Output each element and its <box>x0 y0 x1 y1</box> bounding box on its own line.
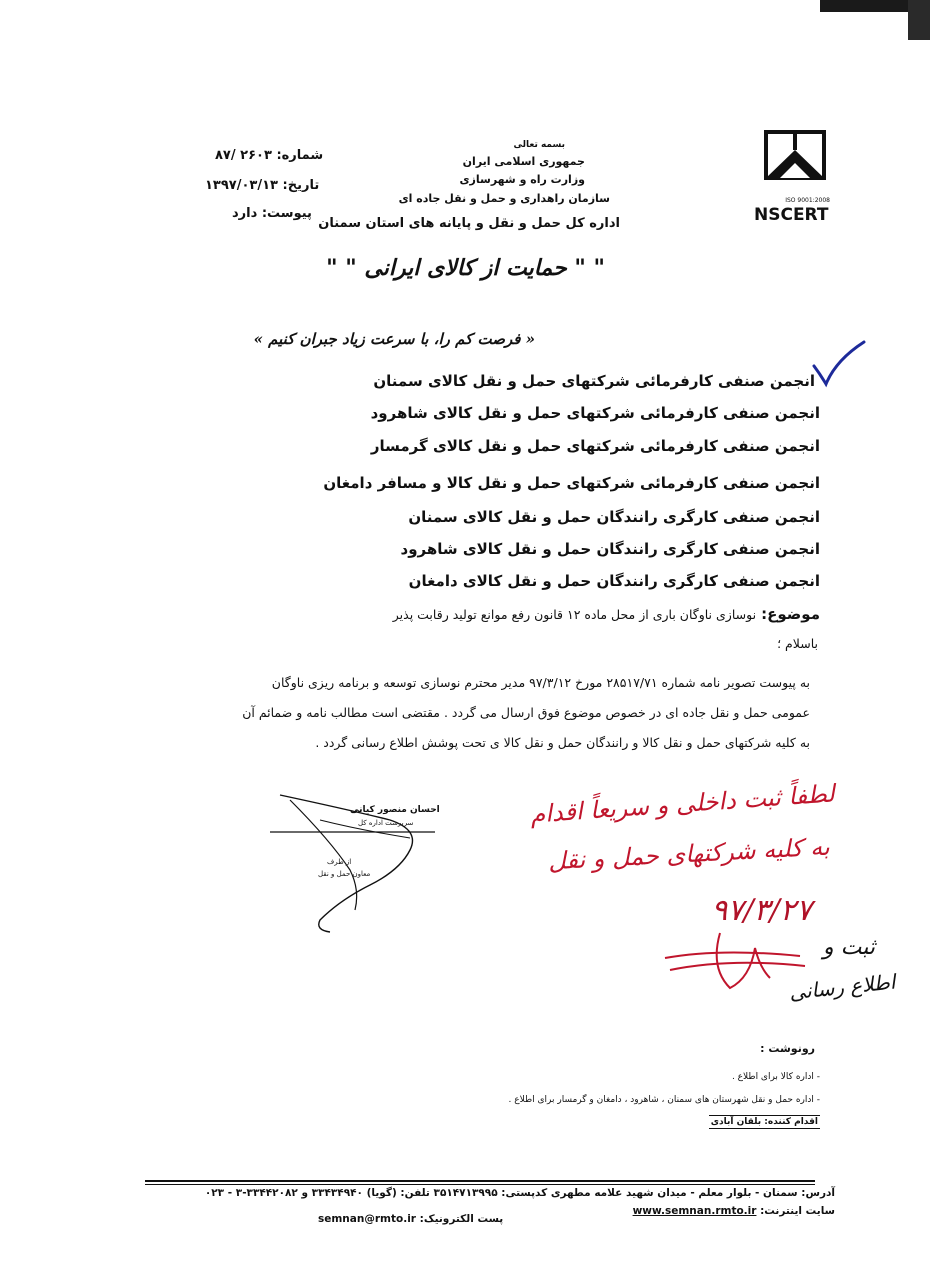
footer-email <box>318 1213 503 1225</box>
website-label: سایت اینترنت: <box>760 1205 835 1217</box>
attachment-value: دارد <box>232 206 258 221</box>
cc-item-1: - اداره کالا برای اطلاع . <box>731 1072 820 1082</box>
stamp-line-1: از طرف <box>327 858 352 866</box>
black-note-line-2: اطلاع رسانی <box>787 969 896 1005</box>
recipient-2: انجمن صنفی کارفرمائی شرکتهای حمل و نقل کالای شاهرود <box>370 404 820 422</box>
cc-title: رونوشت : <box>760 1042 815 1055</box>
footer-rule <box>145 1180 815 1182</box>
footer-website <box>633 1205 835 1217</box>
body-line-1: به پیوست تصویر نامه شماره ۲۸۵۱۷/۷۱ مورخ ۹۷/۳/۱۲ مدیر محترم نوسازی توسعه و برنامه ریزی ناوگان <box>271 675 810 690</box>
subject <box>393 604 820 623</box>
attachment-label: پیوست: <box>261 206 312 221</box>
greeting: باسلام ؛ <box>777 636 818 651</box>
recipient-5: انجمن صنفی کارگری رانندگان حمل و نقل کالای سمنان <box>408 508 820 526</box>
website-link[interactable]: www.semnan.rmto.ir <box>632 1205 757 1217</box>
email-label: پست الکترونیک: <box>419 1213 504 1225</box>
footer-address: آدرس: سمنان - بلوار معلم - میدان شهید علامه مطهری کدپستی: ۳۵۱۴۷۱۳۹۹۵ تلفن: (گویا) ۳۳۴۳۴۹۴۰ و ۳۳۴۴۲۰۸۲-۳ - ۰۲۳ <box>204 1187 835 1199</box>
letter-attachment <box>232 206 312 221</box>
letter-number <box>215 148 323 163</box>
letter-date <box>205 178 319 193</box>
cc-preparer: اقدام کننده: بلقان آبادی <box>710 1117 818 1127</box>
black-note-line-1: ثبت و <box>823 935 875 960</box>
logo-iso-label: ISO 9001:2008 <box>785 197 830 204</box>
body-line-2: عمومی حمل و نقل جاده ای در خصوص موضوع فوق ارسال می گردد . مقتضی است مطالب نامه و ضمائم آن <box>242 705 810 720</box>
recipient-3: انجمن صنفی کارفرمائی شرکتهای حمل و نقل کالای گرمسار <box>370 437 820 455</box>
red-note-line-2: به کلیه شرکتهای حمل و نقل <box>547 832 831 876</box>
signatory-name: احسان منصور کیانی <box>350 805 440 815</box>
subject-label: موضوع: <box>761 605 820 623</box>
recipient-6: انجمن صنفی کارگری رانندگان حمل و نقل کالای شاهرود <box>400 540 820 558</box>
country-name: جمهوری اسلامی ایران <box>462 155 585 168</box>
slogan-sub: « فرصت کم را، با سرعت زیاد جبران کنیم » <box>253 330 535 348</box>
subject-text: نوسازی ناوگان باری از محل ماده ۱۲ قانون رفع موانع تولید رقابت پذیر <box>392 607 757 622</box>
ministry-name: وزارت راه و شهرسازی <box>459 173 585 186</box>
checkmark-icon <box>808 340 868 388</box>
scan-edge-corner <box>908 0 930 40</box>
letter-number-value: ۲۶۰۳ /۸۷ <box>215 148 272 163</box>
red-note-line-1: لطفاً ثبت داخلی و سریعاً اقدام <box>529 779 836 829</box>
letter-date-value: ۱۳۹۷/۰۳/۱۳ <box>205 178 278 193</box>
stamp-line-2: معاون حمل و نقل <box>318 870 371 878</box>
recipient-1: انجمن صنفی کارفرمائی شرکتهای حمل و نقل کالای سمنان <box>373 372 815 390</box>
cc-item-2: - اداره حمل و نقل شهرستان های سمنان ، شاهرود ، دامغان و گرمسار برای اطلاع . <box>508 1095 820 1105</box>
slogan-main: " " حمایت از کالای ایرانی " " <box>326 255 605 281</box>
red-note-date: ۹۷/۳/۲۷ <box>711 893 812 928</box>
signatory-title: سرپرست اداره کل <box>358 819 414 827</box>
letter-date-label: تاریخ: <box>282 178 320 193</box>
nscert-logo-icon <box>752 128 848 226</box>
logo <box>752 128 848 226</box>
logo-wordmark: NSCERT <box>754 205 829 225</box>
office-name: اداره کل حمل و نقل و پایانه های استان سمنان <box>318 216 620 231</box>
basmala: بسمه تعالی <box>513 140 565 150</box>
letter-number-label: شماره: <box>276 148 324 163</box>
red-signature-icon <box>660 928 810 998</box>
email-link[interactable]: semnan@rmto.ir <box>318 1213 416 1225</box>
footer-rule-thin <box>145 1184 815 1185</box>
recipient-7: انجمن صنفی کارگری رانندگان حمل و نقل کالای دامغان <box>408 572 820 590</box>
organization-name: سازمان راهداری و حمل و نقل جاده ای <box>398 192 610 205</box>
recipient-4: انجمن صنفی کارفرمائی شرکتهای حمل و نقل کالا و مسافر دامغان <box>323 474 820 492</box>
body-line-3: به کلیه شرکتهای حمل و نقل کالا و رانندگان حمل و نقل کالا ی تحت پوشش اطلاع رسانی گردد . <box>315 735 810 750</box>
